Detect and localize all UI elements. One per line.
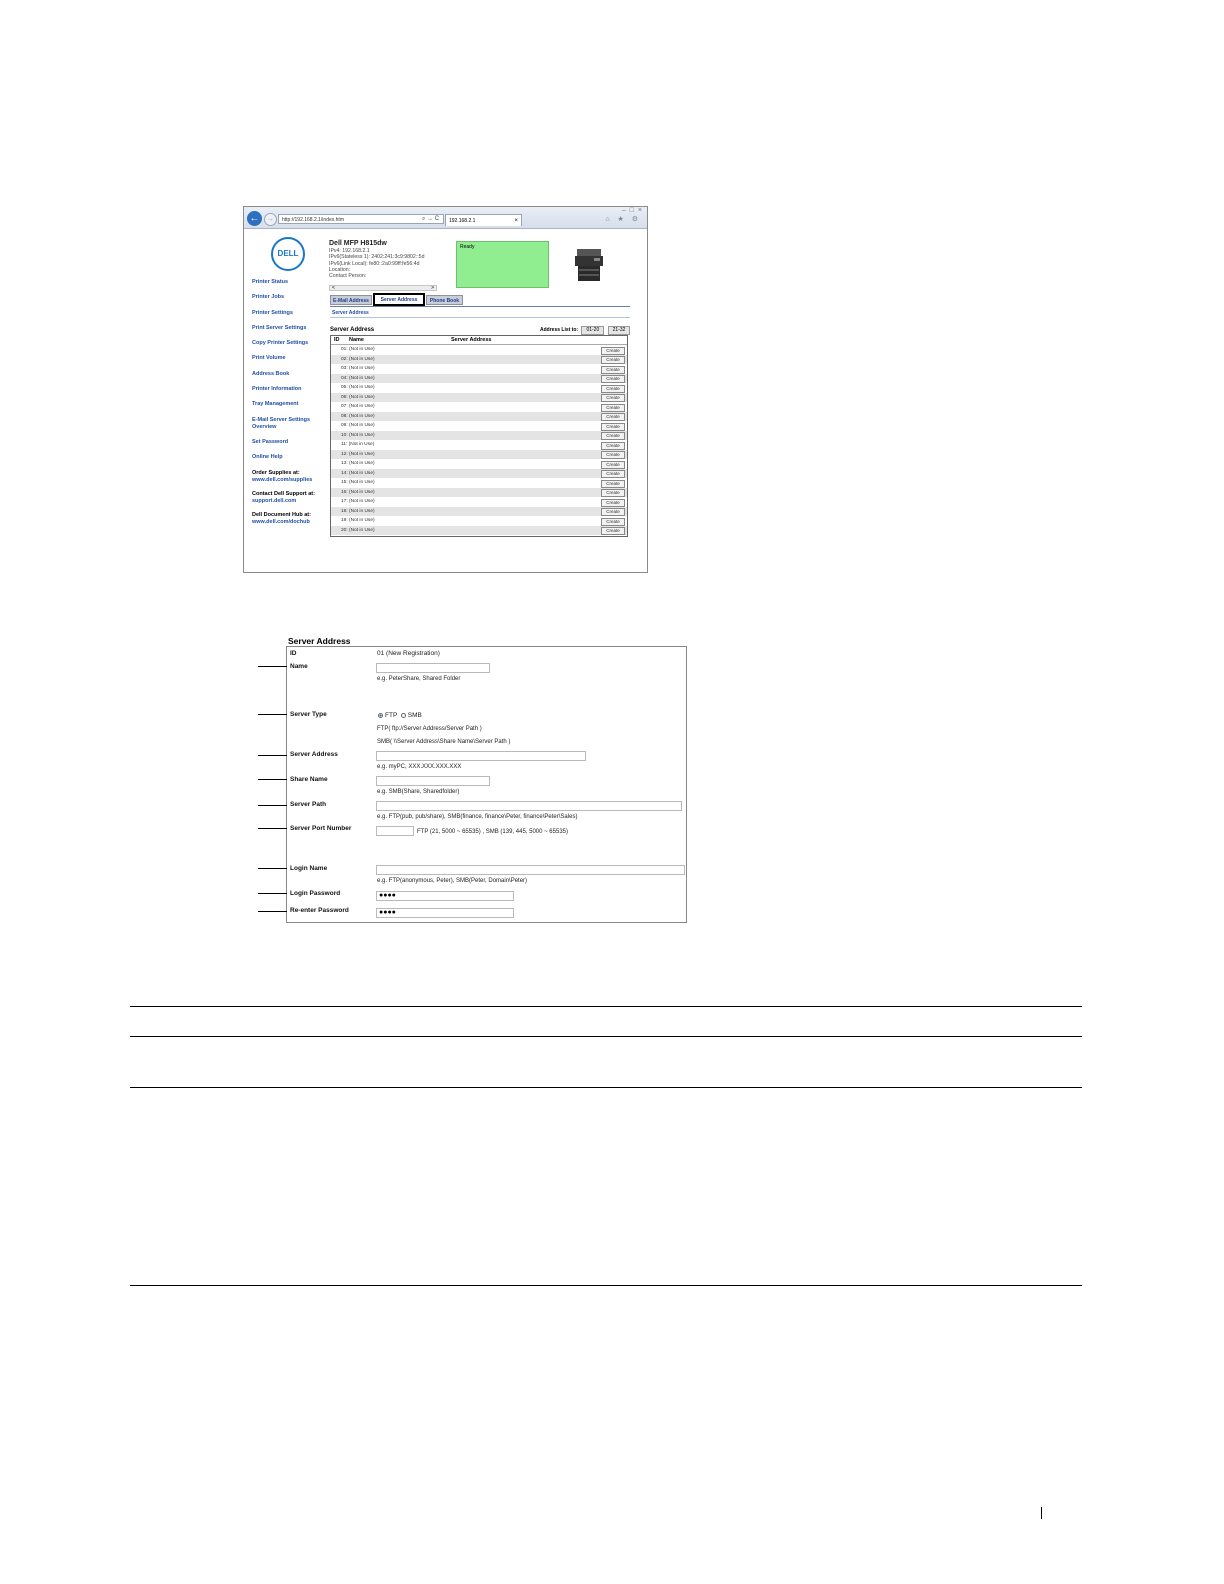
server-address-input[interactable] xyxy=(376,751,586,761)
login-name-label: Login Name xyxy=(290,865,328,872)
callout-line xyxy=(258,779,287,780)
reenter-password-input[interactable]: ●●●● xyxy=(376,908,514,918)
login-password-label: Login Password xyxy=(290,890,341,897)
support-link[interactable]: support.dell.com xyxy=(252,497,297,504)
ftp-format: FTP( ftp://Server Address/Server Path ) xyxy=(377,726,482,732)
row-id-name: 20: (Not in Use) xyxy=(341,527,375,533)
sidebar-link[interactable]: Online Help xyxy=(252,454,283,461)
table-row xyxy=(331,440,627,450)
table-row xyxy=(331,355,627,365)
sidebar-link[interactable]: Print Volume xyxy=(252,355,286,362)
create-button[interactable]: Create xyxy=(601,442,625,450)
server-path-example: e.g. FTP(pub, pub/share), SMB(finance, finance\Peter, finance\Peter\Sales) xyxy=(377,814,578,820)
name-label: Name xyxy=(290,663,308,670)
sidebar-link[interactable]: Print Server Settings xyxy=(252,324,307,331)
server-path-input[interactable] xyxy=(376,801,682,811)
callout-line xyxy=(258,911,287,912)
column-name: Name xyxy=(349,337,364,343)
browser-tab[interactable] xyxy=(445,214,522,226)
create-button[interactable]: Create xyxy=(601,461,625,469)
row-id-name: 08: (Not in Use) xyxy=(341,413,375,419)
callout-line xyxy=(258,666,287,667)
table-header xyxy=(331,336,627,345)
row-id-name: 16: (Not in Use) xyxy=(341,489,375,495)
smb-format: SMB( \\Server Address\Share Name\Server Path ) xyxy=(377,739,511,745)
smb-radio[interactable] xyxy=(401,713,406,718)
create-button[interactable]: Create xyxy=(601,489,625,497)
table-row xyxy=(331,526,627,536)
status-text: Ready xyxy=(460,244,475,250)
share-name-label: Share Name xyxy=(290,776,328,783)
support-block xyxy=(252,491,326,505)
row-id-name: 07: (Not in Use) xyxy=(341,404,375,409)
server-address-example: e.g. myPC, XXX.XXX.XXX.XXX xyxy=(377,764,462,770)
home-favorites-tools-icons[interactable]: ⌂ ★ ⚙ xyxy=(605,216,641,223)
row-id-name: 14: (Not in Use) xyxy=(341,470,375,476)
table-row xyxy=(331,345,627,355)
row-id-name: 01: (Not in Use) xyxy=(341,347,375,352)
support-link[interactable]: www.dell.com/dochub xyxy=(252,518,310,525)
row-id-name: 18: (Not in Use) xyxy=(341,508,375,514)
create-button[interactable]: Create xyxy=(601,423,625,431)
support-block xyxy=(252,470,326,484)
printer-image xyxy=(574,247,604,283)
table-row xyxy=(331,450,627,460)
close-icon[interactable]: × xyxy=(514,218,518,224)
sidebar-link[interactable]: Copy Printer Settings xyxy=(252,340,309,347)
table-row xyxy=(331,421,627,431)
column-server-address: Server Address xyxy=(451,337,492,343)
create-button[interactable]: Create xyxy=(601,508,625,516)
scroll-right-icon[interactable]: > xyxy=(431,285,434,291)
sidebar-link[interactable]: Printer Information xyxy=(252,386,302,393)
device-location: Location: xyxy=(329,266,351,273)
create-button[interactable]: Create xyxy=(601,499,625,507)
window-controls[interactable]: – □ × xyxy=(621,207,643,214)
callout-line xyxy=(258,755,287,756)
smb-radio-label: SMB xyxy=(407,712,422,719)
device-contact: Contact Person: xyxy=(329,273,367,280)
table-row xyxy=(331,364,627,374)
callout-line xyxy=(258,868,287,869)
row-id-name: 13: (Not in Use) xyxy=(341,461,375,466)
create-button[interactable]: Create xyxy=(601,480,625,488)
callout-line xyxy=(258,805,287,806)
table-row xyxy=(331,374,627,384)
row-id-name: 11: (Not in Use) xyxy=(341,442,375,447)
share-name-example: e.g. SMB(Share, Sharedfolder) xyxy=(377,789,460,795)
row-id-name: 06: (Not in Use) xyxy=(341,394,375,400)
page-button-21-32[interactable]: 21-32 xyxy=(608,326,631,335)
scroll-left-icon[interactable]: < xyxy=(332,285,335,291)
server-type-label: Server Type xyxy=(290,711,327,718)
port-input[interactable] xyxy=(376,826,414,836)
sidebar-link[interactable]: Printer Settings xyxy=(252,309,293,316)
table-rule xyxy=(130,1087,1082,1088)
sidebar-link[interactable]: Printer Jobs xyxy=(252,294,285,301)
ftp-radio[interactable] xyxy=(378,713,383,718)
create-button[interactable]: Create xyxy=(601,385,625,393)
server-type-options xyxy=(378,712,422,719)
create-button[interactable]: Create xyxy=(601,394,625,402)
table-row xyxy=(331,383,627,393)
support-block xyxy=(252,512,326,526)
port-note: FTP (21, 5000 ~ 65535) , SMB (139, 445, 5000 ~ 65535) xyxy=(417,829,568,835)
table-rule xyxy=(130,1006,1082,1007)
tab-bar xyxy=(330,294,630,307)
name-input[interactable] xyxy=(376,663,490,673)
row-id-name: 04: (Not in Use) xyxy=(341,375,375,381)
page-button-01-20[interactable]: 01-20 xyxy=(581,326,604,335)
device-ipv6-link: IPv6(Link Local): fe80::2a0:99ff:fe56:4d xyxy=(329,260,420,267)
table-row xyxy=(331,459,627,469)
table-row xyxy=(331,507,627,517)
row-id-name: 19: (Not in Use) xyxy=(341,518,375,523)
subtab-server-address[interactable]: Server Address xyxy=(332,310,369,316)
table-rule xyxy=(130,1285,1082,1286)
server-address-label: Server Address xyxy=(290,751,338,758)
browser-window xyxy=(243,206,648,573)
tab-email-address[interactable]: E-Mail Address xyxy=(330,295,372,305)
table-row xyxy=(331,431,627,441)
table-row xyxy=(331,402,627,412)
share-name-input[interactable] xyxy=(376,776,490,786)
row-id-name: 17: (Not in Use) xyxy=(341,499,375,504)
row-id-name: 09: (Not in Use) xyxy=(341,423,375,428)
port-label: Server Port Number xyxy=(290,825,352,832)
row-id-name: 12: (Not in Use) xyxy=(341,451,375,457)
login-password-input[interactable]: ●●●● xyxy=(376,891,514,901)
table-row xyxy=(331,478,627,488)
form-title: Server Address xyxy=(288,636,351,646)
forward-arrow-icon[interactable]: → xyxy=(264,213,277,226)
row-id-name: 02: (Not in Use) xyxy=(341,356,375,362)
tab-server-address[interactable]: Server Address xyxy=(373,293,425,306)
sidebar xyxy=(252,279,326,533)
table-body xyxy=(331,345,627,535)
address-list-label: Address List to: xyxy=(540,327,579,333)
create-button[interactable]: Create xyxy=(601,375,625,383)
device-ipv4: IPv4: 192.168.2.1 xyxy=(329,248,370,254)
id-label: ID xyxy=(290,650,297,657)
sidebar-link[interactable]: Set Password xyxy=(252,438,289,445)
table-row xyxy=(331,469,627,479)
row-id-name: 05: (Not in Use) xyxy=(341,385,375,390)
create-button[interactable]: Create xyxy=(601,518,625,526)
browser-tab-title: 192.168.2.1 xyxy=(449,218,476,224)
horizontal-scrollbar[interactable] xyxy=(329,285,437,291)
create-button[interactable]: Create xyxy=(601,432,625,440)
callout-line xyxy=(258,828,287,829)
tab-phone-book[interactable]: Phone Book xyxy=(426,295,463,305)
support-label: Contact Dell Support at: xyxy=(252,490,315,497)
status-box xyxy=(456,241,549,288)
table-row xyxy=(331,412,627,422)
table-row xyxy=(331,393,627,403)
table-row xyxy=(331,516,627,526)
create-button[interactable]: Create xyxy=(601,404,625,412)
ftp-radio-label: FTP xyxy=(385,712,398,719)
create-button[interactable]: Create xyxy=(601,356,625,364)
table-heading: Server Address xyxy=(330,327,375,333)
create-button[interactable]: Create xyxy=(601,413,625,421)
address-list-pager xyxy=(540,326,630,335)
support-label: Dell Document Hub at: xyxy=(252,511,311,518)
id-value: 01 (New Registration) xyxy=(377,650,440,657)
reenter-password-label: Re-enter Password xyxy=(290,907,349,914)
sidebar-link[interactable]: Tray Management xyxy=(252,401,299,408)
device-ipv6-stateless: IPv6(Stateless 1): 2402:241:3c9:9802::5d xyxy=(329,254,425,261)
address-bar[interactable]: http://192.168.2.1/index.htm xyxy=(278,214,444,224)
device-name: Dell MFP H815dw xyxy=(329,240,387,247)
column-id: ID xyxy=(334,337,340,343)
sidebar-link[interactable]: Address Book xyxy=(252,370,290,377)
name-example: e.g. PeterShare, Shared Folder xyxy=(377,676,461,682)
row-id-name: 15: (Not in Use) xyxy=(341,480,375,485)
table-row xyxy=(331,497,627,507)
dell-logo: DELL xyxy=(271,237,305,271)
support-link[interactable]: www.dell.com/supplies xyxy=(252,476,313,483)
server-address-table xyxy=(330,335,628,537)
create-button[interactable]: Create xyxy=(601,527,625,535)
address-bar-controls[interactable]: ⌕ → C xyxy=(422,216,440,222)
create-button[interactable]: Create xyxy=(601,451,625,459)
sidebar-link[interactable]: E-Mail Server Settings Overview xyxy=(252,416,311,430)
callout-line xyxy=(258,893,287,894)
row-id-name: 03: (Not in Use) xyxy=(341,366,375,371)
row-id-name: 10: (Not in Use) xyxy=(341,432,375,438)
table-rule xyxy=(130,1036,1082,1037)
browser-toolbar xyxy=(244,207,647,229)
login-name-input[interactable] xyxy=(376,865,685,875)
divider xyxy=(330,317,630,318)
back-arrow-icon[interactable]: ← xyxy=(247,211,262,226)
device-info xyxy=(329,239,454,279)
create-button[interactable]: Create xyxy=(601,470,625,478)
login-name-example: e.g. FTP(anonymous, Peter), SMB(Peter, Domain\Peter) xyxy=(377,878,528,884)
server-path-label: Server Path xyxy=(290,801,327,808)
create-button[interactable]: Create xyxy=(601,347,625,355)
sidebar-link[interactable]: Printer Status xyxy=(252,279,289,285)
support-label: Order Supplies at: xyxy=(252,469,300,476)
create-button[interactable]: Create xyxy=(601,366,625,374)
page-number-separator xyxy=(1041,1507,1042,1519)
callout-line xyxy=(258,714,287,715)
table-row xyxy=(331,488,627,498)
